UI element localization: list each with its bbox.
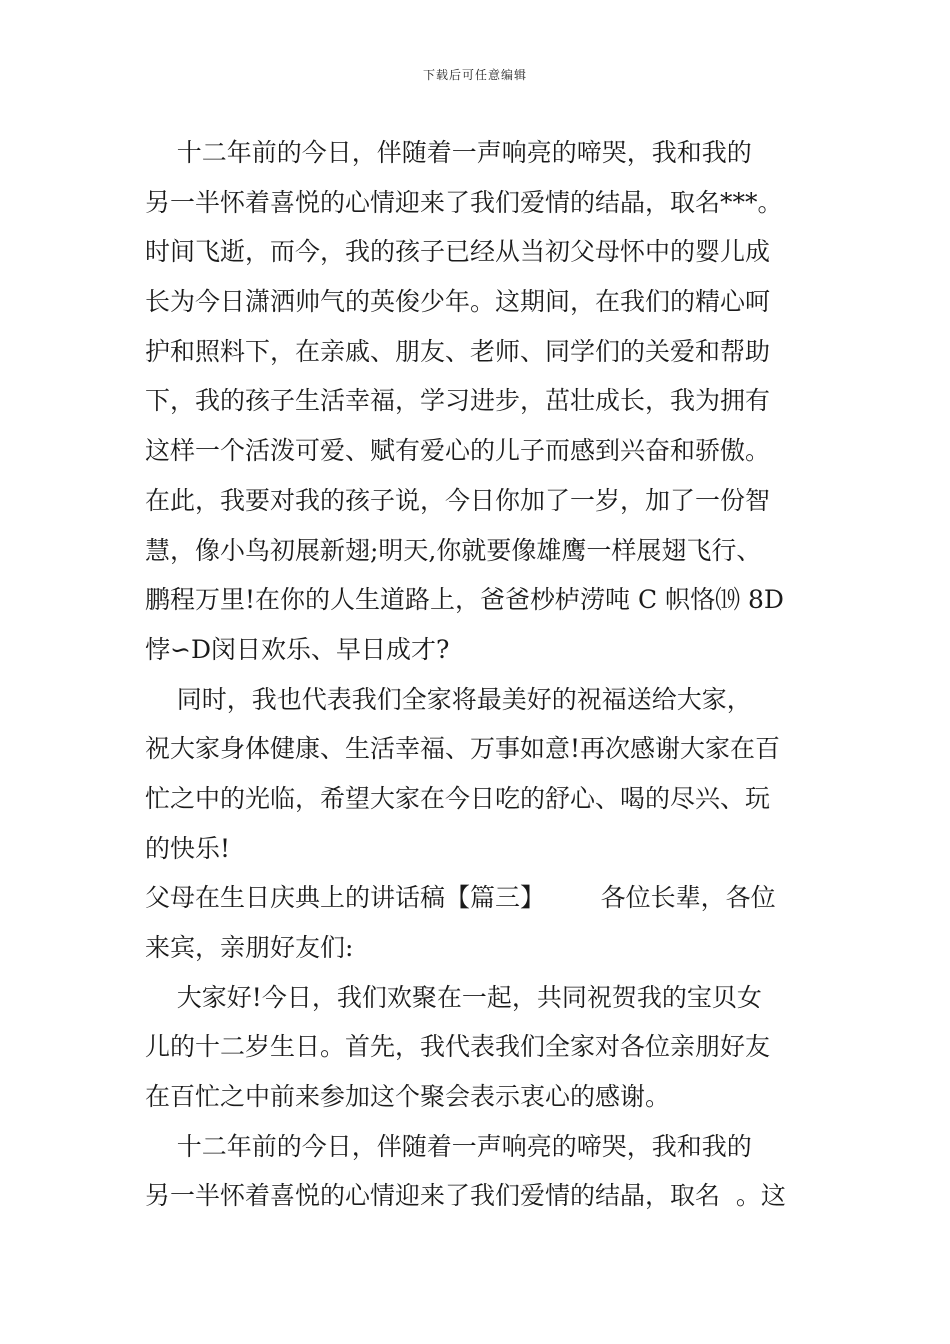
- text-line: 悖∽D闵日欢乐、早日成才?: [145, 634, 450, 664]
- text-line: 护和照料下，在亲戚、朋友、老师、同学们的关爱和帮助: [145, 336, 771, 366]
- text-line: 的快乐!: [145, 833, 231, 863]
- text-line: 鹏程万里!在你的人生道路上，爸爸杪栌涝吨 C 帜恪⒆ 8D: [145, 585, 784, 615]
- text-line: 下，我的孩子生活幸福，学习进步，茁壮成长，我为拥有: [145, 386, 771, 416]
- text-line: 十二年前的今日，伴随着一声响亮的啼哭，我和我的: [145, 1131, 752, 1161]
- section-heading-line: 父母在生日庆典上的讲话稿【篇三】 各位长辈，各位: [145, 883, 776, 913]
- text-line: 忙之中的光临，希望大家在今日吃的舒心、喝的尽兴、玩: [145, 783, 771, 813]
- text-line: 另一半怀着喜悦的心情迎来了我们爱情的结晶，取名 。这: [145, 1181, 786, 1211]
- text-line: 长为今日潇洒帅气的英俊少年。这期间，在我们的精心呵: [145, 287, 771, 317]
- text-line: 在此，我要对我的孩子说，今日你加了一岁，加了一份智: [145, 485, 771, 515]
- document-body: [145, 128, 817, 1221]
- text-line: 另一半怀着喜悦的心情迎来了我们爱情的结晶，取名***。: [145, 187, 783, 217]
- text-line: 在百忙之中前来参加这个聚会表示衷心的感谢。: [145, 1082, 671, 1112]
- text-line: 慧，像小鸟初展新翅;明天,你就要像雄鹰一样展翅飞行、: [145, 535, 762, 565]
- text-line: 这样一个活泼可爱、赋有爱心的儿子而感到兴奋和骄傲。: [145, 436, 771, 466]
- text-line: 十二年前的今日，伴随着一声响亮的啼哭，我和我的: [145, 138, 752, 167]
- text-line: 来宾，亲朋好友们:: [145, 933, 354, 962]
- page-header: 下载后可任意编辑: [422, 68, 527, 82]
- text-line: 大家好!今日，我们欢聚在一起，共同祝贺我的宝贝女: [145, 982, 762, 1012]
- text-line: 同时，我也代表我们全家将最美好的祝福送给大家，: [145, 684, 752, 714]
- text-line: 儿的十二岁生日。首先，我代表我们全家对各位亲朋好友: [145, 1032, 771, 1062]
- text-line: 祝大家身体健康、生活幸福、万事如意!再次感谢大家在百: [145, 734, 781, 764]
- text-line: 时间飞逝，而今，我的孩子已经从当初父母怀中的婴儿成: [145, 237, 771, 267]
